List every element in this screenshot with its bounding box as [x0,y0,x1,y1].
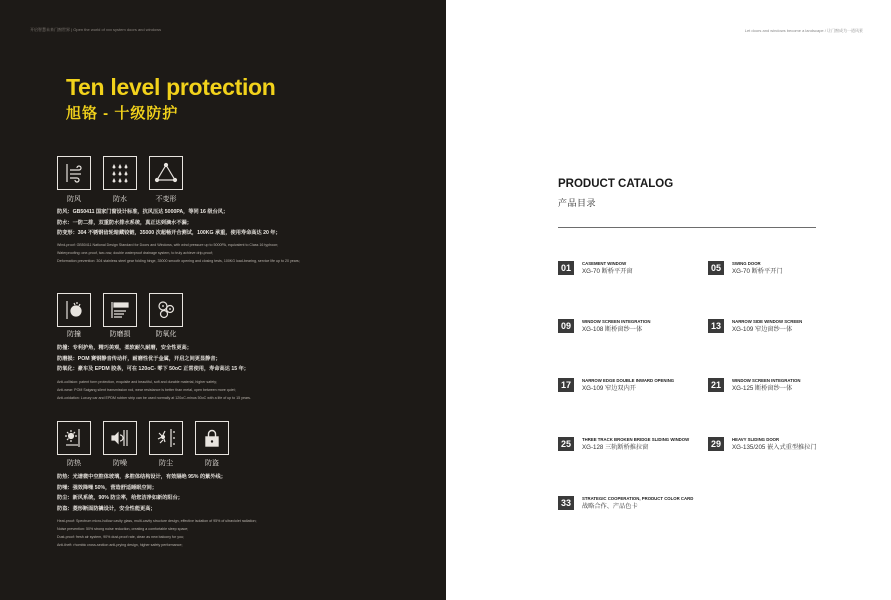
catalog-item[interactable] [708,261,783,276]
cn-line: 防水：一防二排，双重防水排水系统，真正达到滴水不漏； [57,219,192,226]
item-title-cn: XG-109 窄边窗纱一体 [732,326,793,333]
page-number-badge: 13 [708,319,724,333]
item-title-en: SWING DOOR [732,261,761,266]
cn-line: 防盗：菱形断面防撬设计，安全性能更高； [57,505,156,512]
catalog-title: PRODUCT CATALOG [558,178,674,190]
en-line: Dust-proof: fresh air system, 90% dust-proof rate, clean as new balcony for you; [57,535,185,539]
icon-row-2 [57,293,183,327]
cn-line: 防磨损：POM 赛钢静音传动杆，耐磨性优于金属，开启之间更显静音； [57,355,221,362]
item-title-cn: XG-128 三轨断桥推拉窗 [582,444,649,451]
item-title-en: NARROW SIDE WINDOW SCREEN [732,319,803,324]
noise-icon [103,421,137,455]
item-title-cn: XG-108 断桥窗纱一体 [582,326,643,333]
en-line: Anti-theft: rhombic cross-section anti-prying design, higher safety performance; [57,543,183,547]
triangle-icon [149,156,183,190]
cn-line: 防噪：强效降噪 50%，营造舒适睡眠空间； [57,484,158,491]
label-noise: 防噪 [113,460,127,467]
group1-en-desc [57,241,442,265]
label-deform: 不变形 [155,196,177,203]
en-line: Wind-proof: GB50411 National Design Standard for Doors and Windows, with wind pressure up to 5000PA, equivalent to Class 16 typhoon; [57,243,279,247]
left-tagline: 开启智慧未来门窗世界 | Open the world of xxx system doors and windows [30,27,162,32]
icon-labels-1 [57,194,183,204]
item-title-cn: XG-70 断桥平开门 [732,268,783,275]
item-title-en: STRATEGIC COOPERATION, PRODUCT COLOR CARD [582,496,694,501]
en-line: Deformation prevention: 304 stainless steel gear folding hinge, 35000 smooth opening and closing tests, 100KG load-bearing, service life up to 20 years; [57,259,300,263]
cn-line: 防变形：304 不锈钢齿轮暗藏铰链，35000 次超畅开合测试，100KG 承重，使用寿命高达 20 年； [57,230,281,236]
catalog-item[interactable] [708,378,800,393]
item-title-en: THREE TRACK BROKEN BRIDGE SLIDING WINDOW [582,437,690,442]
item-title-en: WINDOW SCREEN INTEGRATION [582,319,651,324]
cn-line: 防尘：新风系统，90% 防尘率，给您洁净如新的阳台； [57,495,183,501]
en-line: Waterproofing: one-proof, two-row, double waterproof drainage system, to truly achieve drip-proof; [57,251,213,255]
catalog-title-cn: 产品目录 [558,198,597,208]
heat-icon [57,421,91,455]
item-title-cn: XG-125 断桥窗纱一体 [732,385,793,392]
page-number-badge: 01 [558,261,574,275]
icon-row-1 [57,156,183,190]
right-tagline: Let doors and windows become a landscape / 让门窗成为一道风景 [744,28,863,33]
catalog-item[interactable] [558,378,674,393]
en-line: Heat-proof: Spectrum micro-hollow cavity glass, multi-cavity structure design, effective isolation of 95% of ultraviolet radiation; [57,519,257,523]
en-line: Noise prevention: 50% strong noise reduction, creating a comfortable sleep space; [57,527,189,531]
rain-icon [103,156,137,190]
item-title-en: WINDOW SCREEN INTEGRATION [732,378,801,383]
label-impact: 防撞 [67,331,81,338]
right-page [446,0,891,600]
catalog-item[interactable] [708,437,817,452]
group2-en-desc [57,378,442,402]
catalog-item[interactable] [558,496,693,511]
item-title-en: NARROW EDGE DOUBLE INWARD OPENING [582,378,675,383]
group1-cn-desc [57,207,437,239]
icon-row-3 [57,421,229,455]
label-dust: 防尘 [159,460,173,467]
label-theft: 防盗 [205,460,219,467]
dust-icon [149,421,183,455]
page-number-badge: 33 [558,496,574,510]
item-title-cn: XG-135/205 嵌入式重型推拉门 [732,444,817,451]
icon-labels-3 [57,458,229,468]
label-heat: 防热 [67,460,81,467]
page-number-badge: 17 [558,378,574,392]
cn-line: 防风：GB50411 国家门窗设计标准，抗风压达 5000PA，等同 16 级台风； [57,209,229,215]
page-number-badge: 09 [558,319,574,333]
label-wind: 防风 [67,196,81,203]
cn-line: 防热：光谱微中空腔体玻璃，多腔体结构设计，有效隔绝 95% 的紫外线； [57,474,226,480]
item-title-en: CASEMENT WINDOW [582,261,627,266]
catalog-item[interactable] [708,319,802,334]
cn-line: 防氧化：豪车及 EPDM 胶条，可在 120oC- 零下 50oC 正常使用，寿命高达 15 年； [57,366,249,372]
icon-labels-2 [57,329,183,339]
page-number-badge: 21 [708,378,724,392]
group3-en-desc [57,517,442,549]
lock-icon [195,421,229,455]
item-title-en: HEAVY SLIDING DOOR [732,437,780,442]
label-water: 防水 [113,196,127,203]
title-cn: 旭铬 - 十级防护 [66,105,179,122]
catalog-item[interactable] [558,261,633,276]
wind-icon [57,156,91,190]
abrasion-icon [103,293,137,327]
en-line: Anti-collision: patent form protection, exquisite and beautiful, soft and durable material, higher safety; [57,380,218,384]
page-number-badge: 25 [558,437,574,451]
item-title-cn: XG-109 窄边双内开 [582,385,636,392]
item-title-cn: 战略合作、产品色卡 [582,503,638,510]
en-line: Anti-oxidation: Luxury car and EPDM rubber strip can be used normally at 120oC-minus 50oC with a life of up to 15 years. [57,396,251,400]
label-abrasion: 防磨损 [109,331,131,338]
cn-line: 防撞：专利护角，精巧美观，柔软耐久耐磨，安全性更高； [57,345,192,351]
group3-cn-desc [57,472,437,514]
group2-cn-desc [57,343,437,375]
catalog-item[interactable] [558,319,650,334]
oxidation-icon [149,293,183,327]
en-line: Anti-wear: POM Saigang silent transmission rod, wear resistance is better than metal, open between more quiet; [57,388,236,392]
catalog-divider [558,227,816,228]
catalog-item[interactable] [558,437,689,452]
page-number-badge: 05 [708,261,724,275]
page-number-badge: 29 [708,437,724,451]
title-en: Ten level protection [66,74,276,100]
item-title-cn: XG-70 断桥平开窗 [582,268,633,275]
label-oxidation: 防氧化 [155,331,177,338]
impact-icon [57,293,91,327]
